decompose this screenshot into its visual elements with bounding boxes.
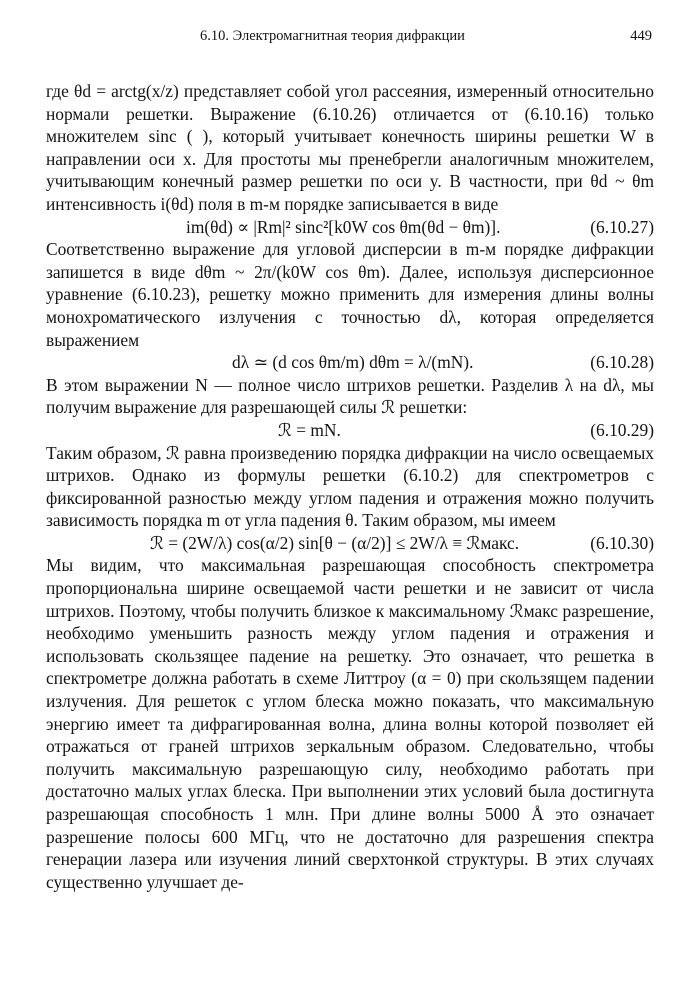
paragraph-3: В этом выражении N — полное число штрихов решетки. Разделив λ на dλ, мы получим выражение для разрешающей силы ℛ решетки: bbox=[46, 374, 654, 418]
equation-formula: dλ ≃ (d cos θm/m) dθm = λ/(mN). bbox=[232, 352, 474, 373]
equation-6-10-27 bbox=[46, 216, 654, 239]
running-title: 6.10. Электромагнитная теория дифракции bbox=[200, 28, 465, 44]
equation-number: (6.10.28) bbox=[590, 352, 654, 373]
body-text bbox=[46, 80, 654, 893]
equation-number: (6.10.27) bbox=[590, 216, 654, 237]
equation-number: (6.10.30) bbox=[590, 532, 654, 553]
equation-6-10-28 bbox=[46, 351, 654, 374]
page-number: 449 bbox=[630, 28, 652, 44]
equation-number: (6.10.29) bbox=[590, 419, 654, 440]
equation-formula: im(θd) ∝ |Rm|² sinc²[k0W cos θm(θd − θm)]. bbox=[186, 216, 501, 237]
paragraph-1: где θd = arctg(x/z) представляет собой угол рассеяния, измеренный относительно нормали решетки. Выражение (6.10.26) отличается от (6.10.16) только множителем sinc ( ), который учитывает конечность ширины решетки W в направлении оси x. Для простоты мы пренебрегли аналогичным множителем, учитывающим конечный размер решетки по оси y. В частности, при θd ~ θm интенсивность i(θd) поля в m-м порядке записывается в виде bbox=[46, 81, 654, 214]
equation-6-10-30 bbox=[46, 532, 654, 555]
paragraph-4: Таким образом, ℛ равна произведению порядка дифракции на число освещаемых штрихов. Однако из формулы решетки (6.10.2) для спектрометров с фиксированной разностью между углом падения и отражения можно получить зависимость порядка m от угла падения θ. Таким образом, мы имеем bbox=[46, 442, 654, 531]
paragraph-5: Мы видим, что максимальная разрешающая способность спектрометра пропорциональна ширине освещаемой части решетки и не зависит от числа штрихов. Поэтому, чтобы получить близкое к максимальному ℛмакс разрешение, необходимо уменьшить разность между углом падения и отражения и использовать скользящее падение на решетку. Это означает, что решетка в спектрометре должна работать в схеме Литтроу (α = 0) при скользящем падении излучения. Для решеток с углом блеска можно показать, что максимальную энергию имеет та дифрагированная волна, длина волны которой позволяет ей отражаться от граней штрихов зеркальным образом. Следовательно, чтобы получить максимальную разрешающую силу, необходимо работать при достаточно малых углах блеска. При выполнении этих условий была достигнута разрешающая способность 1 млн. При длине волны 5000 Å это означает разрешение полосы 600 МГц, что не достаточно для разрешения спектра генерации лазера или изучения линий сверхтонкой структуры. В этих случаях существенно улучшает де- bbox=[46, 555, 654, 892]
equation-formula: ℛ = (2W/λ) cos(α/2) sin[θ − (α/2)] ≤ 2W/λ ≡ ℛмакс. bbox=[150, 532, 520, 553]
paragraph-2: Соответственно выражение для угловой дисперсии в m-м порядке дифракции запишется в виде dθm ~ 2π/(k0W cos θm). Далее, используя дисперсионное уравнение (6.10.23), решетку можно применить для измерения длины волны монохроматического излучения с точностью dλ, которая определяется выражением bbox=[46, 239, 654, 350]
equation-6-10-29 bbox=[46, 419, 654, 442]
page-header bbox=[46, 28, 652, 50]
equation-formula: ℛ = mN. bbox=[278, 419, 341, 440]
